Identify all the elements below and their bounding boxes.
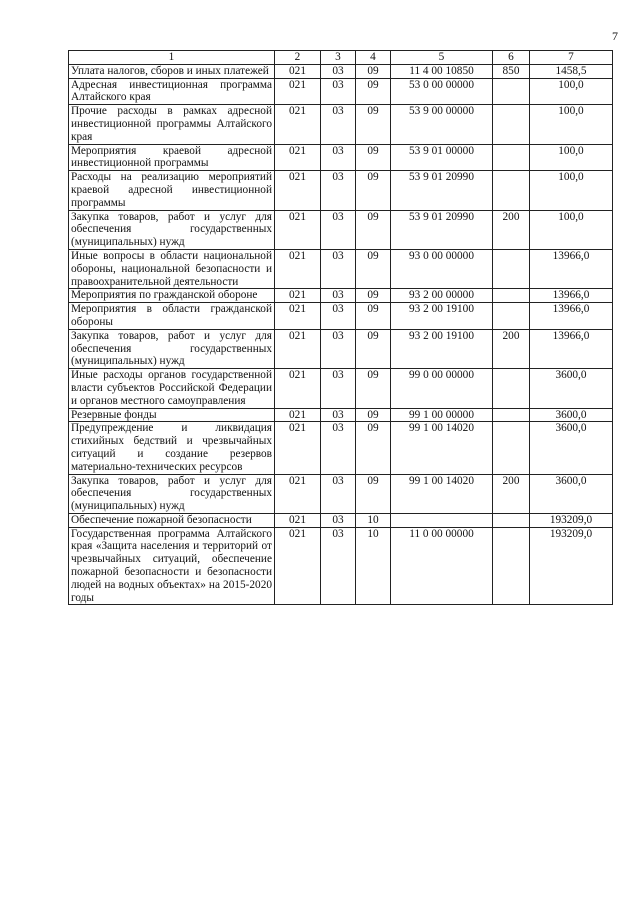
row-col3-cell: 03 <box>321 249 356 288</box>
table-row <box>69 513 613 527</box>
row-col2-cell: 021 <box>275 369 321 408</box>
row-amount-cell: 13966,0 <box>530 289 613 303</box>
table-row <box>69 289 613 303</box>
row-type-cell <box>493 289 530 303</box>
page-number: 7 <box>612 29 618 43</box>
row-col2-cell: 021 <box>275 329 321 368</box>
row-name-cell: Закупка товаров, работ и услуг для обеспечения государственных (муниципальных) нужд <box>69 474 275 513</box>
row-type-cell <box>493 422 530 474</box>
row-code-cell: 93 0 00 00000 <box>391 249 493 288</box>
row-code-cell: 11 0 00 00000 <box>391 527 493 605</box>
row-code-cell: 99 0 00 00000 <box>391 369 493 408</box>
budget-table <box>68 50 613 605</box>
row-col4-cell: 09 <box>356 303 391 330</box>
row-col4-cell: 09 <box>356 249 391 288</box>
row-code-cell: 53 9 00 00000 <box>391 105 493 144</box>
row-amount-cell: 1458,5 <box>530 64 613 78</box>
row-code-cell: 93 2 00 00000 <box>391 289 493 303</box>
row-name-cell: Уплата налогов, сборов и иных платежей <box>69 64 275 78</box>
row-col3-cell: 03 <box>321 513 356 527</box>
row-col3-cell: 03 <box>321 329 356 368</box>
row-type-cell <box>493 78 530 105</box>
row-col2-cell: 021 <box>275 105 321 144</box>
row-type-cell <box>493 408 530 422</box>
table-row <box>69 144 613 171</box>
row-col2-cell: 021 <box>275 513 321 527</box>
row-col3-cell: 03 <box>321 474 356 513</box>
row-col4-cell: 09 <box>356 289 391 303</box>
row-code-cell: 99 1 00 00000 <box>391 408 493 422</box>
table-row <box>69 249 613 288</box>
row-amount-cell: 100,0 <box>530 171 613 210</box>
row-amount-cell: 100,0 <box>530 78 613 105</box>
row-type-cell: 850 <box>493 64 530 78</box>
row-code-cell: 53 0 00 00000 <box>391 78 493 105</box>
row-amount-cell: 3600,0 <box>530 369 613 408</box>
row-type-cell <box>493 513 530 527</box>
table-row <box>69 369 613 408</box>
row-code-cell: 93 2 00 19100 <box>391 329 493 368</box>
row-name-cell: Адресная инвестиционная программа Алтайского края <box>69 78 275 105</box>
row-col2-cell: 021 <box>275 303 321 330</box>
row-col2-cell: 021 <box>275 210 321 249</box>
row-amount-cell: 13966,0 <box>530 329 613 368</box>
row-col3-cell: 03 <box>321 64 356 78</box>
row-name-cell: Предупреждение и ликвидация стихийных бедствий и чрезвычайных ситуаций и создание резервов материально-технических ресурсов <box>69 422 275 474</box>
row-col3-cell: 03 <box>321 171 356 210</box>
row-type-cell: 200 <box>493 210 530 249</box>
row-name-cell: Мероприятия по гражданской обороне <box>69 289 275 303</box>
row-col4-cell: 09 <box>356 210 391 249</box>
row-col2-cell: 021 <box>275 422 321 474</box>
row-type-cell: 200 <box>493 329 530 368</box>
column-header-7: 7 <box>530 51 613 65</box>
column-header-6: 6 <box>493 51 530 65</box>
table-row <box>69 303 613 330</box>
row-type-cell <box>493 527 530 605</box>
row-code-cell: 53 9 01 00000 <box>391 144 493 171</box>
row-name-cell: Закупка товаров, работ и услуг для обеспечения государственных (муниципальных) нужд <box>69 210 275 249</box>
row-col3-cell: 03 <box>321 303 356 330</box>
row-col2-cell: 021 <box>275 78 321 105</box>
row-amount-cell: 100,0 <box>530 105 613 144</box>
column-header-3: 3 <box>321 51 356 65</box>
row-col4-cell: 09 <box>356 408 391 422</box>
table-row <box>69 329 613 368</box>
row-name-cell: Мероприятия краевой адресной инвестиционной программы <box>69 144 275 171</box>
row-col4-cell: 10 <box>356 513 391 527</box>
row-name-cell: Иные расходы органов государственной власти субъектов Российской Федерации и органов местного самоуправления <box>69 369 275 408</box>
row-name-cell: Прочие расходы в рамках адресной инвестиционной программы Алтайского края <box>69 105 275 144</box>
table-row <box>69 422 613 474</box>
column-header-2: 2 <box>275 51 321 65</box>
row-col4-cell: 09 <box>356 329 391 368</box>
table-row <box>69 64 613 78</box>
table-body <box>69 64 613 605</box>
row-col2-cell: 021 <box>275 171 321 210</box>
column-header-1: 1 <box>69 51 275 65</box>
row-amount-cell: 13966,0 <box>530 249 613 288</box>
row-col4-cell: 09 <box>356 144 391 171</box>
row-name-cell: Иные вопросы в области национальной обороны, национальной безопасности и правоохранительной деятельности <box>69 249 275 288</box>
row-col3-cell: 03 <box>321 369 356 408</box>
row-amount-cell: 193209,0 <box>530 513 613 527</box>
table-row <box>69 171 613 210</box>
row-code-cell: 53 9 01 20990 <box>391 171 493 210</box>
row-col4-cell: 09 <box>356 64 391 78</box>
table-row <box>69 527 613 605</box>
row-col2-cell: 021 <box>275 474 321 513</box>
column-header-5: 5 <box>391 51 493 65</box>
row-col2-cell: 021 <box>275 64 321 78</box>
row-col2-cell: 021 <box>275 289 321 303</box>
row-type-cell: 200 <box>493 474 530 513</box>
row-col4-cell: 09 <box>356 171 391 210</box>
row-name-cell: Закупка товаров, работ и услуг для обеспечения государственных (муниципальных) нужд <box>69 329 275 368</box>
row-code-cell: 53 9 01 20990 <box>391 210 493 249</box>
row-type-cell <box>493 249 530 288</box>
table-row <box>69 78 613 105</box>
row-col4-cell: 09 <box>356 105 391 144</box>
table-row <box>69 210 613 249</box>
row-amount-cell: 100,0 <box>530 210 613 249</box>
row-col3-cell: 03 <box>321 78 356 105</box>
table-row <box>69 408 613 422</box>
row-col3-cell: 03 <box>321 105 356 144</box>
row-col4-cell: 09 <box>356 474 391 513</box>
row-col4-cell: 10 <box>356 527 391 605</box>
row-code-cell: 93 2 00 19100 <box>391 303 493 330</box>
row-col2-cell: 021 <box>275 527 321 605</box>
column-header-4: 4 <box>356 51 391 65</box>
row-col4-cell: 09 <box>356 369 391 408</box>
row-col3-cell: 03 <box>321 422 356 474</box>
row-name-cell: Резервные фонды <box>69 408 275 422</box>
row-col4-cell: 09 <box>356 422 391 474</box>
row-type-cell <box>493 105 530 144</box>
row-code-cell: 99 1 00 14020 <box>391 422 493 474</box>
row-type-cell <box>493 144 530 171</box>
row-amount-cell: 3600,0 <box>530 408 613 422</box>
row-amount-cell: 193209,0 <box>530 527 613 605</box>
row-col3-cell: 03 <box>321 289 356 303</box>
row-name-cell: Обеспечение пожарной безопасности <box>69 513 275 527</box>
row-code-cell: 11 4 00 10850 <box>391 64 493 78</box>
row-amount-cell: 13966,0 <box>530 303 613 330</box>
row-amount-cell: 100,0 <box>530 144 613 171</box>
row-col2-cell: 021 <box>275 144 321 171</box>
row-amount-cell: 3600,0 <box>530 474 613 513</box>
row-code-cell <box>391 513 493 527</box>
row-type-cell <box>493 171 530 210</box>
row-col3-cell: 03 <box>321 210 356 249</box>
row-code-cell: 99 1 00 14020 <box>391 474 493 513</box>
row-name-cell: Расходы на реализацию мероприятий краевой адресной инвестиционной программы <box>69 171 275 210</box>
row-name-cell: Мероприятия в области гражданской обороны <box>69 303 275 330</box>
row-col2-cell: 021 <box>275 249 321 288</box>
row-name-cell: Государственная программа Алтайского края «Защита населения и территорий от чрезвычайных ситуаций, обеспечение пожарной безопасности и безопасности людей на водных объектах» на 2015-2020 годы <box>69 527 275 605</box>
row-type-cell <box>493 369 530 408</box>
row-col4-cell: 09 <box>356 78 391 105</box>
row-col3-cell: 03 <box>321 144 356 171</box>
table-row <box>69 474 613 513</box>
table-header-row <box>69 51 613 65</box>
row-col2-cell: 021 <box>275 408 321 422</box>
row-col3-cell: 03 <box>321 527 356 605</box>
row-col3-cell: 03 <box>321 408 356 422</box>
table-row <box>69 105 613 144</box>
row-type-cell <box>493 303 530 330</box>
row-amount-cell: 3600,0 <box>530 422 613 474</box>
